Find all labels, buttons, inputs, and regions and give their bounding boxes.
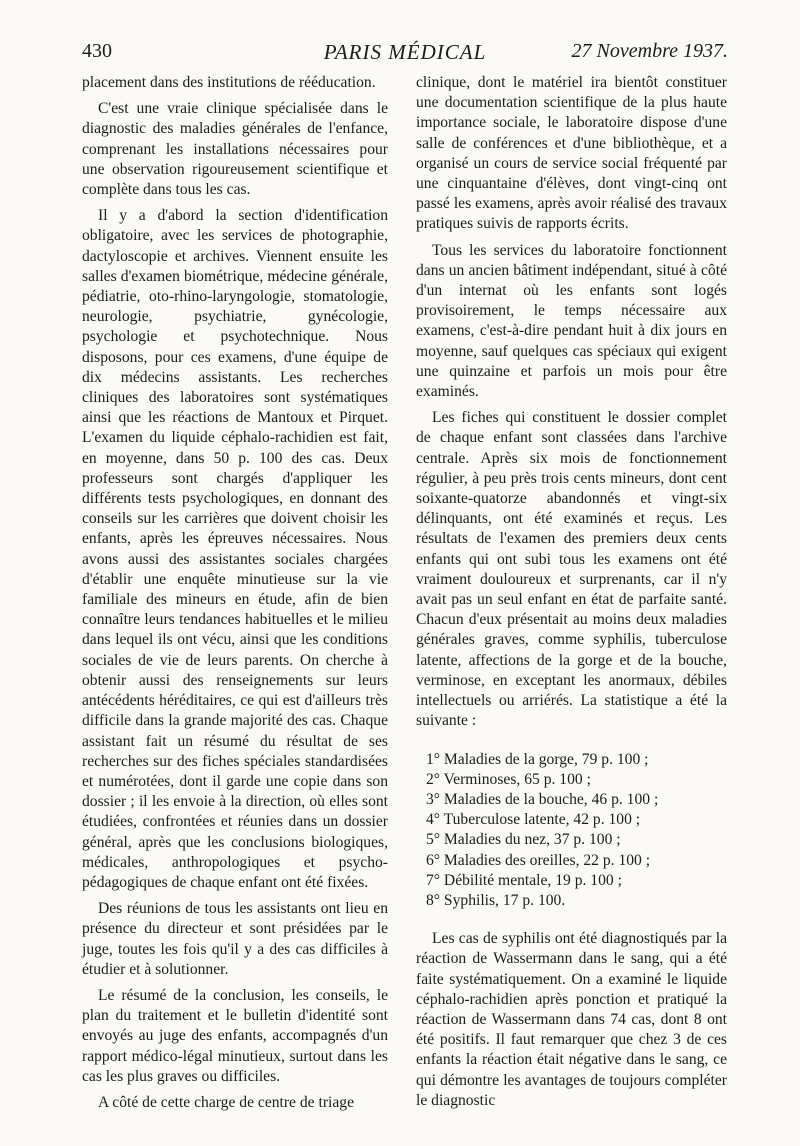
page-header bbox=[82, 40, 728, 70]
paragraph: placement dans des institutions de rééducation. bbox=[82, 74, 376, 91]
issue-date: 27 Novembre 1937. bbox=[571, 40, 728, 62]
paragraph: Des réunions de tous les assistants ont lieu en présence du directeur et sont présidées par le juge, toutes les fois qu'il y a des cas difficiles à étudier et à solutionner. bbox=[82, 900, 388, 978]
statistic-item: 6° Maladies des oreilles, 22 p. 100 ; bbox=[426, 851, 651, 869]
journal-title: PARIS MÉDICAL bbox=[323, 40, 487, 64]
page-number: 430 bbox=[82, 40, 112, 62]
left-column bbox=[82, 73, 388, 1119]
paragraph: C'est une vraie clinique spécialisée dans le diagnostic des maladies générales de l'enfance, comprenant les installations nécessaires pour une observation rigoureusement scientifique et complète dans tous les cas. bbox=[82, 100, 388, 199]
paragraph: Tous les services du laboratoire fonctionnent dans un ancien bâtiment indépendant, situé à côté d'un internat où les enfants sont logés provisoirement, le temps nécessaire aux examens, c'est-à-dire pendant huit à dix jours en moyenne, sauf quelques cas spéciaux qui exigent une quinzaine et parfois un mois pour être examinés. bbox=[416, 241, 727, 401]
statistic-item: 5° Maladies du nez, 37 p. 100 ; bbox=[426, 831, 621, 849]
paragraph: clinique, dont le matériel ira bientôt constituer une documentation scientifique de la plus haute importance sociale, le laboratoire dispose d'une salle de conférences et d'une bibliothèque, et a organisé un cours de service social fréquenté par une cinquantaine d'élèves, dont vingt-cinq ont passé les examens, après avoir réalisé des travaux pratiques suivis de rapports écrits. bbox=[416, 74, 727, 233]
statistic-item: 2° Verminoses, 65 p. 100 ; bbox=[426, 770, 591, 788]
paragraph: Les fiches qui constituent le dossier complet de chaque enfant sont classées dans l'archive centrale. Après six mois de fonctionnement régulier, à peu près trois cents mineurs, dont cent soixante-quatorze abandonnés et vingt-six délinquants, ont été examinés et reçus. Les résultats de l'examen des premiers deux cents enfants qui ont subi tous les examens ont été vraiment douloureux et surprenants, car il n'y avait pas un seul enfant en état de parfaite santé. Chacun d'eux présentait au moins deux maladies générales graves, comme syphilis, tuberculose latente, affections de la gorge et de la bouche, verminose, en exceptant les anormaux, débiles intellectuels ou arriérés. La statistique a été la suivante : bbox=[416, 409, 727, 730]
paragraph: Il y a d'abord la section d'identification obligatoire, avec les services de photographie, dactyloscopie et archives. Viennent ensuite les salles d'examen biométrique, médecine générale, pédiatrie, oto-rhino-laryngologie, stomatologie, neurologie, psychiatrie, gynécologie, psychologie et psychotechnique. Nous disposons, pour ces examens, d'une équipe de dix médecins assistants. Les recherches cliniques des laboratoires sont systématiques ainsi que les réactions de Mantoux et Pirquet. L'examen du liquide céphalo-rachidien est fait, en moyenne, dans 50 p. 100 des cas. Deux professeurs sont chargés d'appliquer les différents tests psychologiques, en donnant des conseils sur les carrières que doivent choisir les enfants, après les épreuves nécessaires. Nous avons aussi des assistantes sociales chargées d'établir une enquête minutieuse sur la vie familiale des mineurs en étude, afin de bien connaître leurs tendances habituelles et le milieu dans lequel ils ont vécu, ainsi que les conditions sociales de vie de leurs parents. On cherche à obtenir aussi des renseignements sur leurs antécédents héréditaires, ce qui est d'ailleurs très difficile dans la grande majorité des cas. Chaque assistant fait un résumé du résultat de ses recherches sur des fiches spéciales standardisées et numérotées, dont il garde une copie dans son dossier ; il les envoie à la direction, où elles sont étudiées, confrontées et réunies dans un dossier général, après que les conclusions biologiques, médicales, anthropologiques et psycho-pédagogiques de chaque enfant ont été fixées. bbox=[82, 207, 388, 891]
statistic-item: 8° Syphilis, 17 p. 100. bbox=[426, 891, 566, 909]
statistic-item: 4° Tuberculose latente, 42 p. 100 ; bbox=[426, 811, 641, 829]
statistic-item: 3° Maladies de la bouche, 46 p. 100 ; bbox=[426, 790, 659, 808]
paragraph: Les cas de syphilis ont été diagnostiqués par la réaction de Wassermann dans le sang, qui a été faite systématiquement. On a examiné le liquide céphalo-rachidien après ponction et pratiqué la réaction de Wassermann dans 74 cas, dont 8 ont été positifs. Il faut remarquer que chez 3 de ces enfants la réaction était négative dans le sang, ce qui démontre les avantages de toujours compléter le diagnostic bbox=[416, 930, 727, 1109]
paragraph: Le résumé de la conclusion, les conseils, le plan du traitement et le bulletin d'identité sont envoyés au juge des enfants, accompagnés d'un rapport médico-légal minutieux, surtout dans les cas les plus graves ou difficiles. bbox=[82, 986, 388, 1085]
statistics-list bbox=[426, 750, 727, 912]
statistic-item: 7° Débilité mentale, 19 p. 100 ; bbox=[426, 871, 622, 889]
right-column bbox=[416, 73, 727, 1117]
paragraph: A côté de cette charge de centre de triage bbox=[98, 1093, 354, 1111]
statistic-item: 1° Maladies de la gorge, 79 p. 100 ; bbox=[426, 750, 649, 768]
